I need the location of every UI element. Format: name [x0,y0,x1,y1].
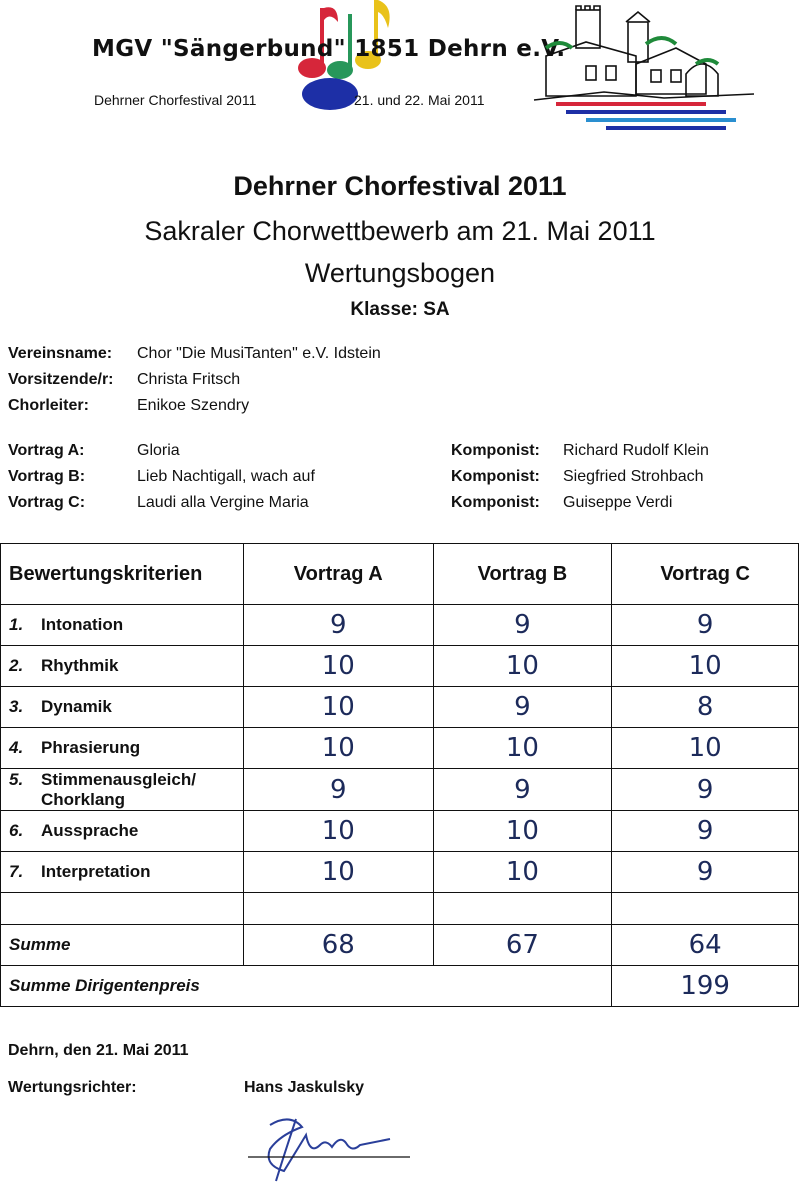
piece-c-label: Vortrag C: [8,494,86,511]
criterion-label: Rhythmik [41,656,119,675]
criterion-label-line2: Chorklang [41,789,126,809]
info-value-chair: Christa Fritsch [137,371,241,388]
score-a: 10 [243,646,433,687]
score-b: 10 [433,811,612,852]
sign-date: Dehrn, den 21. Mai 2011 [8,1042,189,1059]
table-row [1,605,799,646]
criterion-number: 7. [9,862,24,881]
criterion-label: Phrasierung [41,738,141,757]
criterion-number: 4. [9,738,24,757]
judge-signature [240,1105,420,1185]
info-value-conductor: Enikoe Szendry [137,397,250,414]
score-c: 9 [612,852,799,893]
header-piece-c: Vortrag C [612,544,799,605]
criterion-aussprache [1,811,244,852]
table-row [1,852,799,893]
piece-a-composer: Richard Rudolf Klein [563,442,709,459]
piece-a-label: Vortrag A: [8,442,85,459]
sum-row [1,925,799,966]
piece-b-title: Lieb Nachtigall, wach auf [137,468,315,485]
score-c: 9 [612,605,799,646]
score-b: 9 [433,687,612,728]
criterion-label: Intonation [41,615,124,634]
criterion-number: 2. [9,656,24,675]
empty-row [1,893,799,925]
score-c: 10 [612,646,799,687]
score-c: 9 [612,769,799,811]
judge-name: Hans Jaskulsky [244,1079,365,1096]
score-b: 10 [433,646,612,687]
piece-c-composer: Guiseppe Verdi [563,494,673,511]
criterion-number: 5. [9,769,24,789]
sum-a: 68 [243,925,433,966]
table-row [1,728,799,769]
conductor-sum-value: 199 [612,966,799,1007]
piece-b-composer-label: Komponist: [451,468,540,485]
score-a: 10 [243,687,433,728]
info-label-chair: Vorsitzende/r: [8,371,114,388]
piece-b-composer: Siegfried Strohbach [563,468,704,485]
score-a: 10 [243,811,433,852]
festival-line: Dehrner Chorfestival 2011 [94,92,257,108]
criterion-number: 6. [9,821,24,840]
criterion-intonation [1,605,244,646]
score-table [0,543,799,1007]
info-label-club: Vereinsname: [8,345,113,362]
criterion-interpretation [1,852,244,893]
main-title: Dehrner Chorfestival 2011 [233,171,567,201]
header-piece-a: Vortrag A [243,544,433,605]
conductor-sum-label: Summe Dirigentenpreis [1,966,612,1007]
piece-c-title: Laudi alla Vergine Maria [137,494,309,511]
score-c: 10 [612,728,799,769]
piece-a-title: Gloria [137,442,180,459]
organization-title: MGV "Sängerbund" 1851 Dehrn e.V. [92,36,566,62]
sheet-title: Wertungsbogen [304,258,496,288]
sum-c: 64 [612,925,799,966]
header-criteria: Bewertungskriterien [1,544,244,605]
criterion-label: Interpretation [41,862,151,881]
table-row [1,687,799,728]
score-c: 8 [612,687,799,728]
conductor-sum-row [1,966,799,1007]
score-a: 9 [243,605,433,646]
piece-b-label: Vortrag B: [8,468,86,485]
score-b: 9 [433,769,612,811]
criterion-phrasierung [1,728,244,769]
table-row [1,646,799,687]
info-value-club: Chor "Die MusiTanten" e.V. Idstein [137,345,381,362]
festival-dates: 21. und 22. Mai 2011 [354,92,485,108]
town-illustration [526,4,760,144]
info-label-conductor: Chorleiter: [8,397,89,414]
subtitle: Sakraler Chorwettbewerb am 21. Mai 2011 [144,216,656,246]
criterion-number: 3. [9,697,24,716]
table-row [1,811,799,852]
score-b: 9 [433,605,612,646]
criterion-label: Dynamik [41,697,112,716]
criterion-dynamik [1,687,244,728]
criterion-rhythmik [1,646,244,687]
judge-label: Wertungsrichter: [8,1079,137,1096]
score-c: 9 [612,811,799,852]
score-b: 10 [433,852,612,893]
score-a: 10 [243,728,433,769]
sum-b: 67 [433,925,612,966]
criterion-label: Stimmenausgleich/ [41,769,196,789]
score-b: 10 [433,728,612,769]
criterion-number: 1. [9,615,24,634]
piece-a-composer-label: Komponist: [451,442,540,459]
class-label: Klasse: SA [350,299,450,320]
criterion-stimmenausgleich [1,769,244,811]
sum-label: Summe [1,925,244,966]
piece-c-composer-label: Komponist: [451,494,540,511]
criterion-label: Aussprache [41,821,139,840]
header-piece-b: Vortrag B [433,544,612,605]
table-header-row [1,544,799,605]
score-a: 9 [243,769,433,811]
score-a: 10 [243,852,433,893]
table-row [1,769,799,811]
